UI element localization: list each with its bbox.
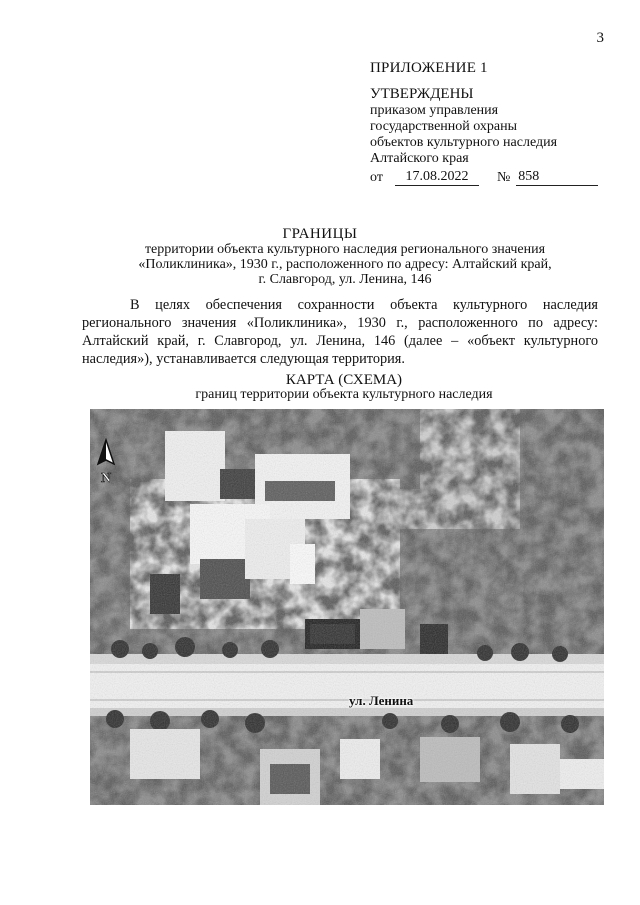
approval-line: объектов культурного наследия	[370, 135, 558, 150]
subtitle-line: «Поликлиника», 1930 г., расположенного по адресу: Алтайский край,	[138, 257, 552, 272]
north-arrow-icon	[94, 438, 118, 486]
north-label: N	[100, 471, 112, 486]
aerial-photo	[90, 409, 604, 805]
order-line	[370, 169, 610, 186]
order-number: 858	[516, 169, 598, 186]
appendix-label: ПРИЛОЖЕНИЕ 1	[370, 60, 488, 76]
page-number: 3	[596, 30, 604, 46]
subtitle-line: территории объекта культурного наследия регионального значения	[144, 242, 546, 257]
number-sign: №	[496, 170, 511, 185]
map-subtitle: границ территории объекта культурного наследия	[195, 387, 493, 402]
document-subtitle	[110, 242, 580, 287]
aerial-map	[90, 409, 604, 805]
order-date: 17.08.2022	[395, 169, 479, 186]
date-prefix: от	[370, 170, 383, 185]
subtitle-line: г. Славгород, ул. Ленина, 146	[258, 272, 432, 287]
approval-line: государственной охраны	[370, 119, 518, 134]
map-title: КАРТА (СХЕМА)	[285, 372, 403, 388]
approval-line: Алтайского края	[370, 151, 469, 166]
body-paragraph: В целях обеспечения сохранности объекта культурного наследия регионального значения «Поликлиника», 1930 г., расположенного по адресу: Алтайский край, г. Славгород, ул. Ленина, 146 (далее – «объект культурного наследия»), устанавливается следующая территория.	[82, 297, 598, 367]
street-label: ул. Ленина	[349, 693, 414, 708]
approval-line: приказом управления	[370, 103, 499, 118]
approved-label: УТВЕРЖДЕНЫ	[370, 86, 474, 102]
document-title: ГРАНИЦЫ	[282, 226, 358, 242]
approval-block	[370, 60, 610, 186]
